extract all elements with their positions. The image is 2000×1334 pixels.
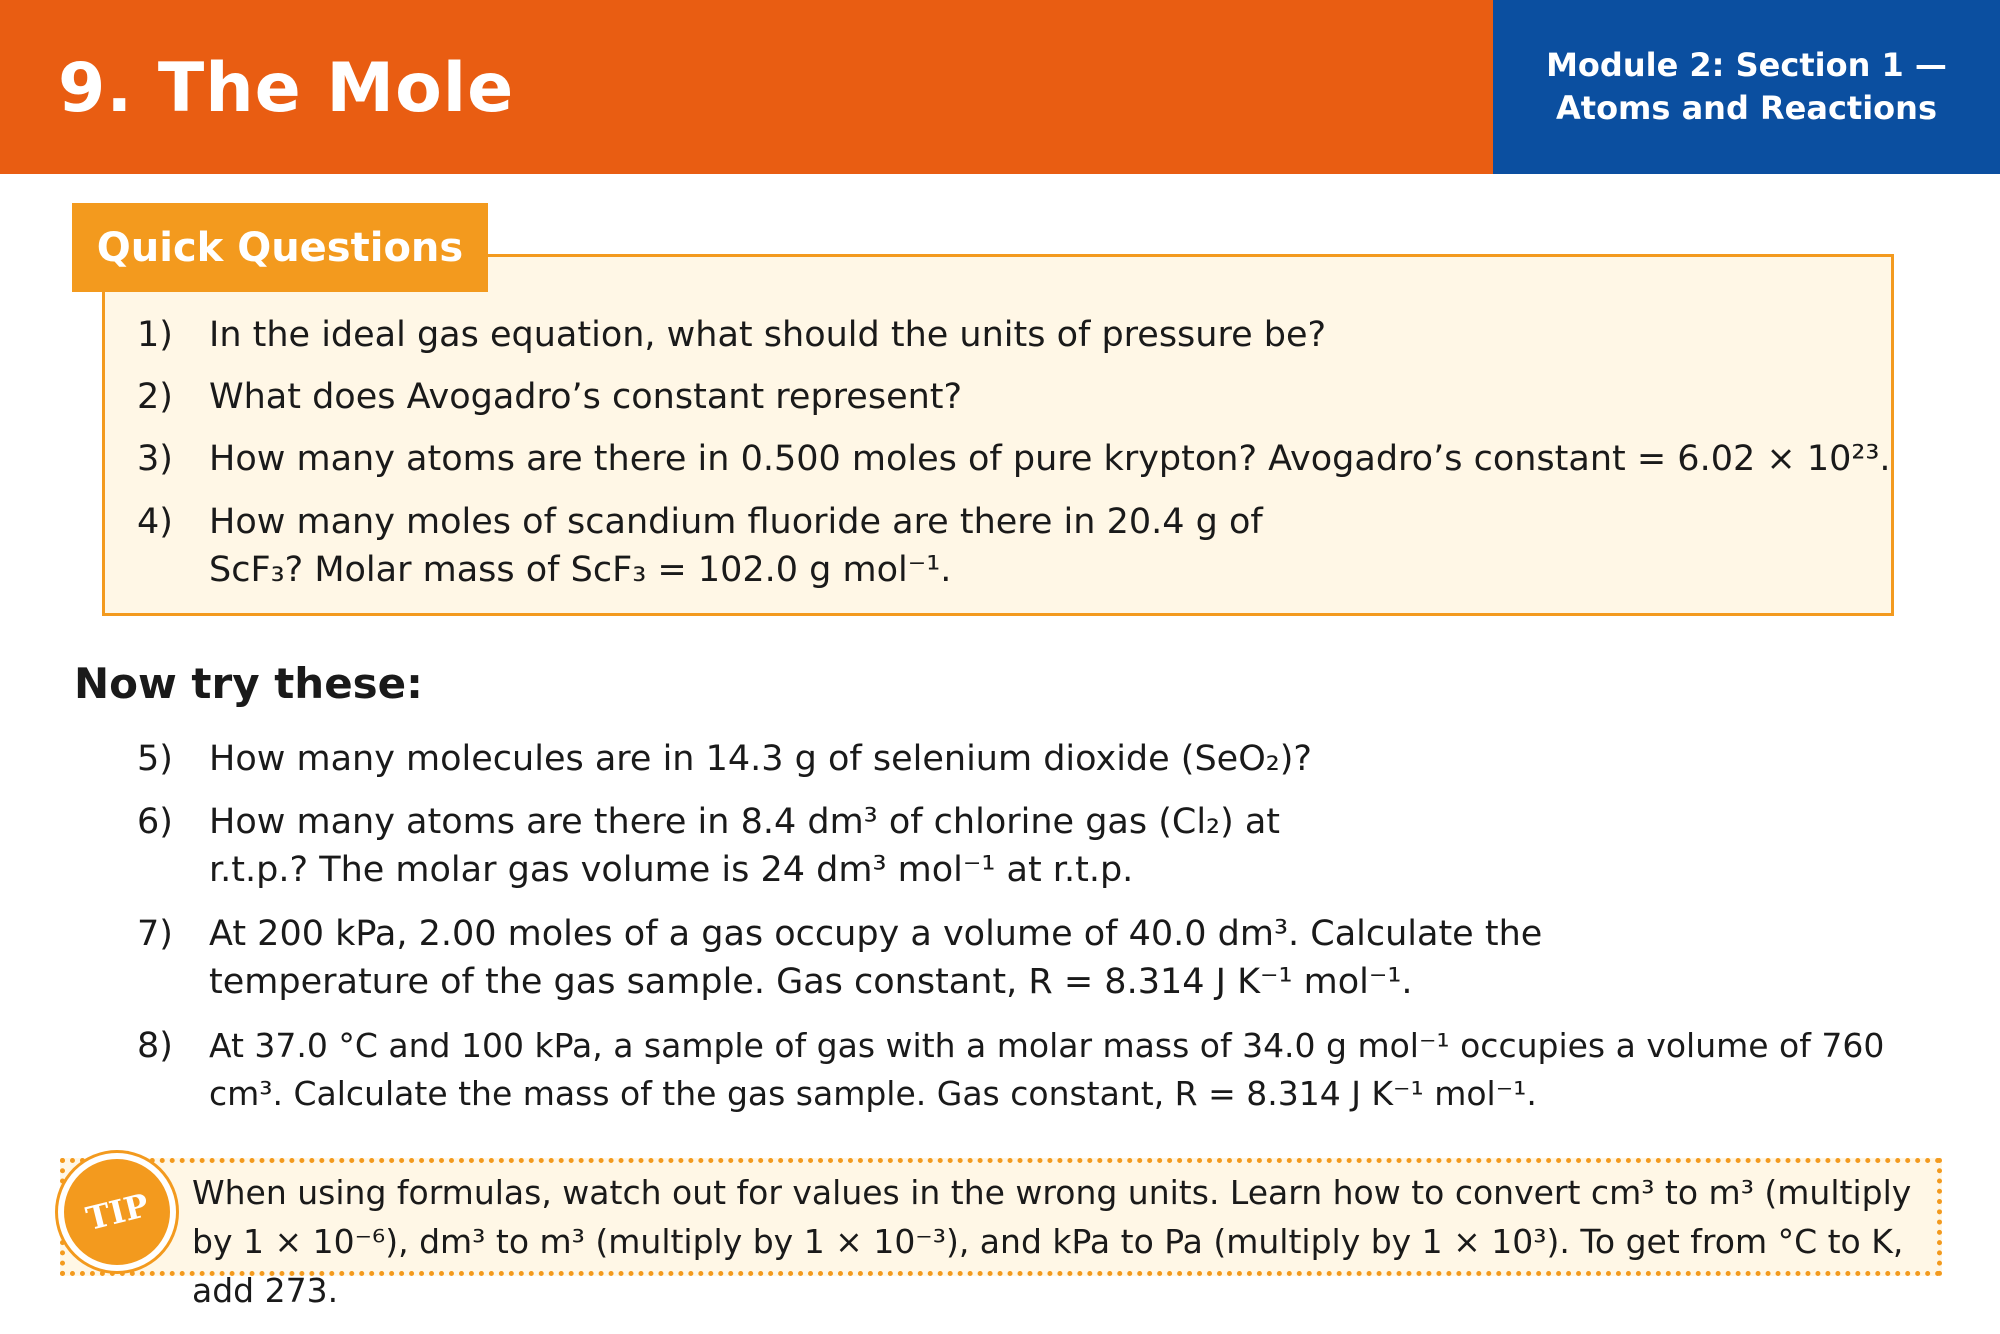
question-text: What does Avogadro’s constant represent? xyxy=(209,377,963,417)
question-text: How many moles of scandium fluoride are there in 20.4 g of ScF₃? Molar mass of ScF₃ = 102.0 g mol⁻¹. xyxy=(209,502,1263,590)
header-bar xyxy=(0,0,1493,174)
question-number: 3) xyxy=(137,439,173,479)
question-number: 1) xyxy=(137,315,173,355)
question-text: How many molecules are in 14.3 g of selenium dioxide (SeO₂)? xyxy=(209,739,1313,779)
question-text: In the ideal gas equation, what should the units of pressure be? xyxy=(209,315,1327,355)
chapter-title: 9. The Mole xyxy=(58,49,515,128)
tip-text: When using formulas, watch out for values in the wrong units. Learn how to convert cm³ to m³ (multiply by 1 × 10⁻⁶), dm³ to m³ (multiply by 1 × 10⁻³), and kPa to Pa (multiply by 1 × 10³). To get from °C to K, add 273. xyxy=(192,1173,1912,1310)
question-number: 2) xyxy=(137,377,173,417)
quick-questions-heading: Quick Questions xyxy=(72,203,488,292)
module-label-line2: Atoms and Reactions xyxy=(1556,89,1937,127)
question-text: How many atoms are there in 8.4 dm³ of chlorine gas (Cl₂) at r.t.p.? The molar gas volume is 24 dm³ mol⁻¹ at r.t.p. xyxy=(209,802,1281,890)
question-number: 6) xyxy=(137,802,173,842)
question-number: 4) xyxy=(137,502,173,542)
module-label-line1: Module 2: Section 1 — xyxy=(1546,46,1947,84)
tip-badge xyxy=(58,1153,176,1271)
question-number: 5) xyxy=(137,739,173,779)
question-text: How many atoms are there in 0.500 moles of pure krypton? Avogadro’s constant = 6.02 × 10²³. xyxy=(209,439,1891,479)
question-number: 8) xyxy=(137,1026,173,1066)
question-text: At 37.0 °C and 100 kPa, a sample of gas with a molar mass of 34.0 g mol⁻¹ occupies a volume of 760 cm³. Calculate the mass of the gas sample. Gas constant, R = 8.314 J K⁻¹ mol⁻¹. xyxy=(209,1026,1885,1113)
module-label xyxy=(1493,0,2000,174)
question-text: At 200 kPa, 2.00 moles of a gas occupy a volume of 40.0 dm³. Calculate the temperature of the gas sample. Gas constant, R = 8.314 J K⁻¹ mol⁻¹. xyxy=(209,914,1543,1002)
question-number: 7) xyxy=(137,914,173,954)
now-try-heading: Now try these: xyxy=(74,659,423,708)
tip-badge-label: TIP xyxy=(81,1185,153,1239)
